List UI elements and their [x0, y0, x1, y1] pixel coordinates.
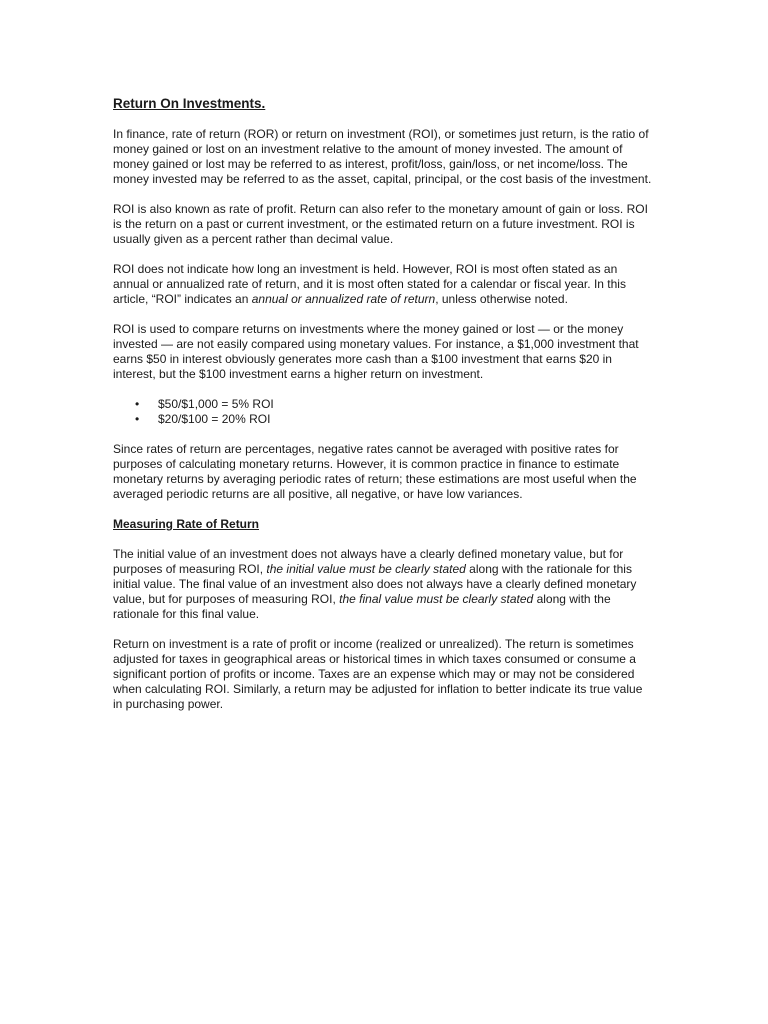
paragraph-final-emphasis: the final value must be clearly stated — [339, 592, 534, 606]
paragraph-final-end: along with the rationale for this final value. — [113, 592, 611, 621]
document-title: Return On Investments. — [113, 96, 266, 111]
document-page — [113, 96, 653, 727]
list-item-text: $20/$100 = 20% ROI — [158, 412, 271, 426]
section-heading-measuring: Measuring Rate of Return — [113, 517, 260, 531]
paragraph-initial-emphasis: the initial value must be clearly stated — [266, 562, 466, 576]
paragraph-compare-returns: ROI is used to compare returns on investments where the money gained or lost — or the money invested — are not easily compared using monetary values. For instance, a $1,000 investment that earns $50 in interest obviously generates more cash than a $100 investment that earns $20 in interest, but the $100 investment earns a higher return on investment. — [113, 322, 639, 381]
paragraph-negative-rates: Since rates of return are percentages, negative rates cannot be averaged with positive rates for purposes of calculating monetary returns. However, it is common practice in finance to estimate monetary returns by averaging periodic rates of return; these estimations are most useful when the averaged periodic returns are all positive, all negative, or have low variances. — [113, 442, 637, 501]
paragraph-final-text: along with the rationale for this initial value. The final value of an investment also does not always have a clearly defined monetary value, but for purposes of measuring ROI, — [113, 562, 637, 606]
paragraph-annual-rate-text: ROI does not indicate how long an investment is held. However, ROI is most often stated as an annual or annualized rate of return, and it is most often stated for a calendar or fiscal year. In this article, “ROI” indicates an — [113, 262, 626, 306]
paragraph-annual-rate-emphasis: annual or annualized rate of return — [251, 292, 436, 306]
bullet-icon: • — [135, 412, 140, 426]
paragraph-rate-of-profit: ROI is also known as rate of profit. Return can also refer to the monetary amount of gain or loss. ROI is the return on a past or current investment, or the estimated return on a future investment. ROI is usually given as a percent rather than decimal value. — [113, 202, 648, 246]
paragraph-taxes-inflation: Return on investment is a rate of profit or income (realized or unrealized). The return is sometimes adjusted for taxes in geographical areas or historical times in which taxes consumed or consume a significant portion of profits or income. Taxes are an expense which may or may not be considered when calculating ROI. Similarly, a return may be adjusted for inflation to better indicate its true value in purchasing power. — [113, 637, 643, 711]
paragraph-initial-text: The initial value of an investment does not always have a clearly defined monetary value, but for purposes of measuring ROI, — [113, 547, 624, 576]
paragraph-annual-rate-end: , unless otherwise noted. — [435, 292, 568, 306]
roi-example-list — [113, 397, 653, 427]
paragraph-initial-final-value — [113, 547, 653, 622]
list-item — [135, 412, 653, 427]
list-item — [135, 397, 653, 412]
paragraph-annual-rate — [113, 262, 653, 307]
bullet-icon: • — [135, 397, 140, 411]
paragraph-definition: In finance, rate of return (ROR) or return on investment (ROI), or sometimes just return, is the ratio of money gained or lost on an investment relative to the amount of money invested. The amount of money gained or lost may be referred to as interest, profit/loss, gain/loss, or net income/loss. The money invested may be referred to as the asset, capital, principal, or the cost basis of the investment. — [113, 127, 652, 186]
list-item-text: $50/$1,000 = 5% ROI — [158, 397, 274, 411]
